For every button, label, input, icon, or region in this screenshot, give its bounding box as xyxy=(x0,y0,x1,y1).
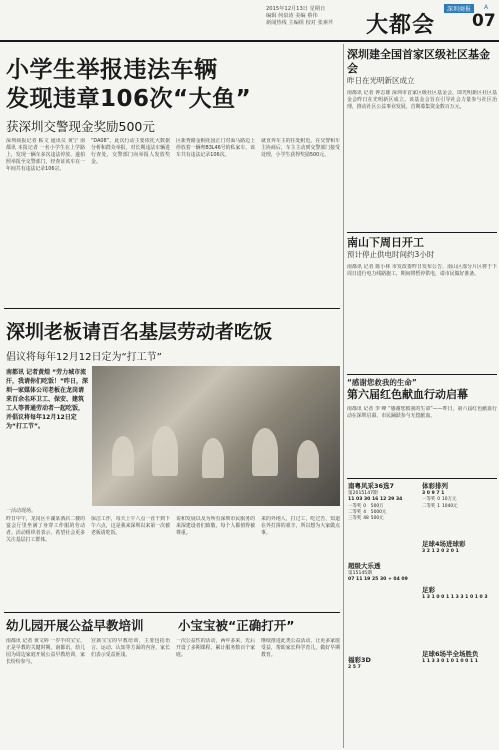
story3-text-3: 一次公益性的活动，两年多来，先后开设了多期课程，累计服务数百个家庭。 xyxy=(176,638,255,659)
story3-text-1: 南都讯 记者 黄文婷 一岁半的宝宝，正是早教的关键时期。南都讯，幼儿园为周边家庭开展公益早教培训，家长纷纷参与。 xyxy=(6,638,85,666)
prize-amount: 10万元 xyxy=(441,497,457,503)
page-code: A xyxy=(484,4,489,11)
lottery-title: 南粤风采36选7 xyxy=(348,482,395,490)
lead-text-4: 就直奔车主的住处附近，在交警和车主协商后，车主主动到交警部门接受处理，小学生获得奖励500元。 xyxy=(261,138,340,159)
story-b-headline: 南山下周日开工 xyxy=(347,236,424,249)
lead-text-2: “DA08”。此次行动主要依托大数据分析和群众举报，对长期违法车辆进行查处，交警部门向举报人发放奖金。 xyxy=(91,138,170,166)
lottery-title: 超级大乐透 xyxy=(348,562,381,570)
lead-col-1 xyxy=(6,138,85,304)
story3-col-3 xyxy=(176,638,255,746)
prize-amount: 5000元 xyxy=(370,509,387,515)
lottery-title: 足球4场进球彩 xyxy=(422,540,466,548)
prize-amount: 500元 xyxy=(370,516,384,522)
lottery-title: 体彩排列 xyxy=(422,482,448,490)
lead-headline-line2: 发现违章106次“大鱼” xyxy=(6,86,252,112)
story2-intro: 南都讯 记者黄煌 “劳力城市流汗，我请你们吃饭！”昨日，深圳一家媒体公司老板在龙岗请来百余名环卫工、保安、建筑工人等普通劳动者一起吃饭，并倡议将每年12月12日定为“打工节”。 xyxy=(6,369,88,430)
story-a-body: 南都讯 记者 钟志雄 深圳市首家区级社区基金会，即光明新区社区基金会昨日在光明新区成立。该基金会旨在引导社会力量参与社区治理，推动社区公益事业发展，首期募集资金数百万元。 xyxy=(347,90,497,111)
divider xyxy=(347,478,497,479)
prize-count: 1 xyxy=(437,503,440,509)
story3-col-1 xyxy=(6,638,85,746)
lottery-box-2 xyxy=(422,482,496,510)
story2-col-4 xyxy=(261,516,340,608)
story-a-subhead: 昨日在光明新区成立 xyxy=(347,76,415,85)
story3-headline: 幼儿园开展公益早教培训 xyxy=(6,618,144,633)
story2-body xyxy=(6,516,340,608)
prize-level: 三等奖 xyxy=(348,516,362,522)
lottery-issue: 第15145期 xyxy=(348,571,372,576)
story-c xyxy=(347,378,497,478)
lottery-box-7 xyxy=(422,650,496,665)
masthead-info xyxy=(266,6,356,27)
lead-col-4 xyxy=(261,138,340,304)
story2-text-2: 保洁工作，每天上午八点一直干到下午六点，这是我来深圳以来第一次被老板请吃饭。 xyxy=(91,516,170,537)
lottery-box-4 xyxy=(422,540,496,555)
lottery-numbers: 1 3 1 0 0 1 1 3 3 1 0 1 0 3 xyxy=(422,595,488,600)
prize-table xyxy=(422,497,460,510)
story2-headline: 深圳老板请百名基层劳动者吃饭 xyxy=(6,321,273,343)
date-line: 2015年12月13日 星期日 xyxy=(266,6,326,12)
lottery-box-5 xyxy=(422,586,496,601)
lead-col-3 xyxy=(176,138,255,304)
lottery-numbers: 3 0 9 7 1 xyxy=(422,491,445,496)
story3-col-2 xyxy=(91,638,170,746)
section-title: 大都会 xyxy=(366,13,436,38)
lottery-box-3 xyxy=(348,562,420,584)
story-b xyxy=(347,236,497,376)
story3-body xyxy=(6,638,340,746)
prize-count: 0 xyxy=(363,503,366,509)
story3-text-4: 继续推进此类公益活动，让更多家庭受益，帮助家长科学育儿，做好早期教育。 xyxy=(261,638,340,659)
story-c-body: 南都讯 记者 李 峰 “感谢您救我的生命”——昨日，第六届红色献血行动在深圳启幕，市民踊跃参与无偿献血。 xyxy=(347,406,497,420)
lottery-numbers: 3 2 1 2 0 2 0 1 xyxy=(422,549,459,554)
lottery-numbers: 1 1 3 3 0 1 0 1 0 0 1 1 xyxy=(422,659,478,664)
story-a-headline: 深圳建全国首家区级社区基金会 xyxy=(347,48,490,75)
prize-count: 0 xyxy=(437,497,440,503)
prize-level: 一等奖 xyxy=(348,503,362,509)
story3-headline-b: 小宝宝被“正确打开” xyxy=(178,618,295,633)
prize-table xyxy=(348,504,388,523)
prize-amount: 500万 xyxy=(370,503,384,509)
table-row xyxy=(348,516,388,522)
masthead xyxy=(0,0,499,42)
story-b-subhead: 预计停止供电时间约3小时 xyxy=(347,250,435,259)
story2-text-1: 昨日中午，龙岗区平湖某酒店二楼的宴会厅里坐满了身穿工作服的劳动者。活动组织者表示，希望社会更多关注基层打工群体。 xyxy=(6,516,85,544)
lead-text-1: 深圳商报记者 粘文 通讯员 黄宁 南都讯 本报记者 一名小学生在上学路上，发现一辆车多次违法停放，遂拍照举报至交警部门，经查证该车在一年间共有违法记录106宗。 xyxy=(6,138,85,173)
editor-line: 编辑 何泉涛 美编 蔡伟 xyxy=(266,13,318,19)
divider xyxy=(4,308,340,309)
banquet-photo xyxy=(92,366,340,506)
prize-level: 一等奖 xyxy=(422,497,436,503)
story2-col-2 xyxy=(91,516,170,608)
lottery-numbers: 2 5 7 xyxy=(348,665,361,670)
lottery-box-1 xyxy=(348,482,420,522)
proof-line: 新闻热线 主编组 校对 张素芹 xyxy=(266,20,334,26)
story2-col-1 xyxy=(6,516,85,608)
lead-subhead: 获深圳交警现金奖励500元 xyxy=(6,119,155,134)
prize-amount: 1040元 xyxy=(441,503,458,509)
lottery-numbers: 07 11 19 25 30 + 04 09 xyxy=(348,577,408,583)
lead-headline xyxy=(6,56,336,114)
prize-level: 二等奖 xyxy=(422,503,436,509)
story2-subhead: 倡议将每年12月12日定为“打工节” xyxy=(6,352,162,363)
story-b-body: 南都讯 记者 陈小林 市发改委昨日发布公告，南山区部分片区将于下周日进行电力线路施工，期间将暂停供电，请市民做好准备。 xyxy=(347,264,497,278)
divider xyxy=(347,374,497,375)
page-number: 07 xyxy=(472,11,496,31)
lottery-title: 福彩3D xyxy=(348,656,371,664)
photo-caption: 一活动现场。 xyxy=(6,508,37,514)
lottery-box-6 xyxy=(348,656,420,671)
story2-text-4: 来的外地人，打过工，吃过苦，知道在外打拼的艰辛，所以想为大家做点事。 xyxy=(261,516,340,537)
prize-level: 二等奖 xyxy=(348,509,362,515)
divider xyxy=(347,232,497,233)
lead-body xyxy=(6,138,340,304)
lottery-numbers: 11 03 30 16 12 29 34 xyxy=(348,497,403,503)
lottery-title: 足球6场半全场胜负 xyxy=(422,650,479,658)
prize-count: 4 xyxy=(363,509,366,515)
story3-text-2: 宫颈宝宝的早教培训，主要包括语言、运动、认知等方面的内容，家长们表示受益匪浅。 xyxy=(91,638,170,659)
lead-col-2 xyxy=(91,138,170,304)
column-divider xyxy=(343,44,344,748)
story-c-kicker: “感谢您救我的生命” xyxy=(347,378,417,387)
story-c-headline: 第六届红色献血行动启幕 xyxy=(347,388,468,401)
divider xyxy=(4,612,340,613)
lead-text-3: 区新秀路金桐花园正门对面马路边上停放着一辆粤B3L46号的私家车，该车共有违法记录106次。 xyxy=(176,138,255,159)
prize-count: 48 xyxy=(363,516,369,522)
story-a xyxy=(347,48,497,250)
lead-headline-line1: 小学生举报违法车辆 xyxy=(6,57,218,83)
table-row xyxy=(422,504,460,510)
story2-col-3 xyxy=(176,516,255,608)
story3-col-4 xyxy=(261,638,340,746)
paper-tag: 深圳商报 xyxy=(444,4,474,13)
lottery-issue: 第2015147期 xyxy=(348,491,378,496)
lottery-title: 足彩 xyxy=(422,586,435,594)
story2-text-3: 说和发展以及为所有深圳市民服务的来深建设者们致敬，每个人都值得被尊重。 xyxy=(176,516,255,537)
